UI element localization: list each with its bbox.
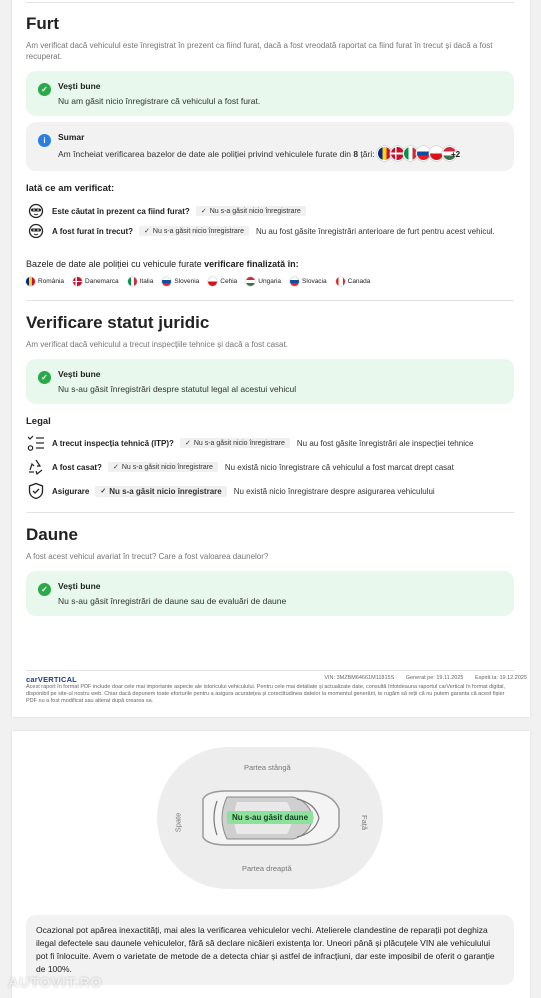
check-row-wanted (26, 202, 313, 220)
check-label: A fost casat? (52, 462, 102, 472)
good-news-text: Nu s-au găsit înregistrări de daune sau de evaluări de daune (58, 596, 287, 606)
check-icon: ✓ (100, 488, 107, 495)
label-rear: Spate (173, 812, 183, 833)
country-item: Cehia (208, 277, 237, 286)
status-pill: ✓ Nu s-a găsit nicio înregistrare (95, 486, 226, 497)
good-news-damage (26, 571, 514, 616)
summary-title: Sumar (58, 132, 85, 142)
check-circle-icon: ✓ (38, 371, 51, 384)
flag-slovakia-icon (290, 277, 299, 286)
good-news-title: Vești bune (58, 369, 101, 379)
brand-logo: carVERTICAL (26, 675, 77, 684)
good-news-title: Vești bune (58, 81, 101, 91)
section-title-legal: Verificare statut juridic (26, 313, 210, 332)
thief-icon (26, 202, 46, 220)
flag-hungary-icon (246, 277, 255, 286)
check-icon: ✓ (200, 208, 207, 215)
flag-slovenia-icon (162, 277, 171, 286)
check-row-insurance (26, 482, 435, 500)
country-flags (377, 146, 457, 161)
check-label: A trecut inspecția tehnică (ITP)? (52, 438, 174, 448)
check-icon: ✓ (184, 440, 191, 447)
country-item: România (26, 277, 64, 286)
label-left-side: Partea stângă (244, 763, 291, 772)
good-news-text: Nu am găsit nicio înregistrare că vehiculul a fost furat. (58, 96, 261, 106)
disclaimer-text: Ocazional pot apărea inexactități, mai ales la verificarea vehiculelor vechi. Atelierele clandestine de reparații pot deghiza ilegal defectele sau daunele vehiculelor, fără să declare nicăieri existența lor. Uneori până și plăcuțele VIN ale vehiculului pot fi înlocuite. Avem o varietate de metode de a detecta chiar și astfel de infracțiuni, dar este imposibil de oferit o garanție de 100%. (36, 925, 495, 974)
divider (26, 512, 514, 513)
section-subtitle-theft: Am verificat dacă vehiculul este înregistrat în prezent ca fiind furat, dacă a fost vreodată raportat ca fiind furat în trecut și dacă a fost recuperat. (26, 41, 493, 61)
check-note: Nu există nicio înregistrare că vehiculul a fost marcat drept casat (224, 462, 454, 472)
label-front: Față (360, 814, 370, 831)
check-note: Nu au fost găsite înregistrări ale inspecției tehnice (296, 438, 474, 448)
expiry-date: Expiră la: 19.12.2025 (475, 675, 527, 681)
check-icon: ✓ (112, 464, 119, 471)
country-item: Slovacia (290, 277, 327, 286)
check-row-itp (26, 434, 473, 452)
flag-canada-icon (336, 277, 345, 286)
no-damage-badge: Nu s-au găsit daune (227, 811, 313, 824)
check-icon: ✓ (144, 228, 150, 235)
country-item: Italia (128, 277, 154, 286)
section-title-damage: Daune (26, 525, 78, 544)
check-note: Nu au fost găsite înregistrări anterioare de furt pentru acest vehicul. (255, 226, 495, 236)
status-pill: ✓ Nu s-a găsit nicio înregistrare (139, 226, 249, 236)
good-news-theft (26, 71, 514, 116)
country-item: Canada (336, 277, 371, 286)
good-news-legal (26, 359, 514, 404)
check-label: Este căutat în prezent ca fiind furat? (52, 206, 190, 216)
status-pill: ✓ Nu s-a găsit nicio înregistrare (108, 462, 218, 472)
good-news-title: Vești bune (58, 581, 101, 591)
section-title-theft: Furt (26, 14, 60, 33)
flag-denmark-icon (73, 277, 82, 286)
watermark: AUTOVIT.RO (8, 974, 103, 990)
country-item: Slovenia (162, 277, 199, 286)
shield-check-icon (26, 482, 46, 500)
divider (26, 670, 514, 671)
more-countries-count: +2 (451, 150, 461, 159)
check-row-stolen-past (26, 222, 495, 240)
country-item: Danemarca (73, 277, 119, 286)
check-label: A fost furat în trecut? (52, 226, 134, 236)
country-item: Ungaria (246, 277, 281, 286)
status-pill: ✓ Nu s-a găsit nicio înregistrare (196, 206, 306, 216)
flag-italy-icon (128, 277, 137, 286)
check-circle-icon: ✓ (38, 83, 51, 96)
checklist-icon (26, 434, 46, 452)
check-circle-icon: ✓ (38, 583, 51, 596)
footer-disclaimer: Acest raport în format PDF include doar cele mai importante aspecte ale istoricului vehiculului. Pentru cele mai detaliate și actualizate date, consultă întotdeauna raportul carVertical în format digital, disponibil pe site-ul nostru web. Chiar dacă depunem toate eforturile pentru a asigura acuratețea și corectitudinea datelor la momentul generării, te rugăm să reții că nu putem garanta că acest fișier PDF nu a fost modificat sau alterat după crearea sa. (26, 684, 506, 704)
recycle-icon (26, 458, 46, 476)
check-note: Nu există nicio înregistrare despre asigurarea vehiculului (233, 486, 435, 496)
flag-romania-icon (26, 277, 35, 286)
thief-icon (26, 222, 46, 240)
check-label: Asigurare (52, 486, 90, 496)
status-pill: ✓ Nu s-a găsit nicio înregistrare (180, 438, 290, 448)
country-list (26, 277, 379, 286)
flag-czechia-icon (208, 277, 217, 286)
report-meta (314, 675, 527, 681)
info-icon: i (38, 134, 51, 147)
divider (26, 300, 514, 301)
summary-text: Am încheiat verificarea bazelor de date ale poliției privind vehiculele furate din 8 țări: (58, 149, 375, 159)
good-news-text: Nu s-au găsit înregistrări despre statutul legal al acestui vehicul (58, 384, 297, 394)
vin-text: VIN: 3MZBM64661M11815S (324, 675, 395, 681)
section-subtitle-legal: Am verificat dacă vehiculul a trecut inspecțiile tehnice și dacă a fost casat. (26, 340, 288, 349)
section-subtitle-damage: A fost acest vehicul avariat în trecut? Care a fost valoarea daunelor? (26, 552, 269, 561)
generated-date: Generat pe: 19.11.2025 (405, 675, 464, 681)
label-right-side: Partea dreaptă (242, 864, 292, 873)
databases-text: Bazele de date ale poliției cu vehicule furate verificare finalizată în: (26, 259, 299, 269)
checked-heading: Iată ce am verificat: (26, 183, 115, 194)
legal-heading: Legal (26, 416, 51, 427)
divider (26, 2, 514, 3)
check-row-scrapped (26, 458, 454, 476)
